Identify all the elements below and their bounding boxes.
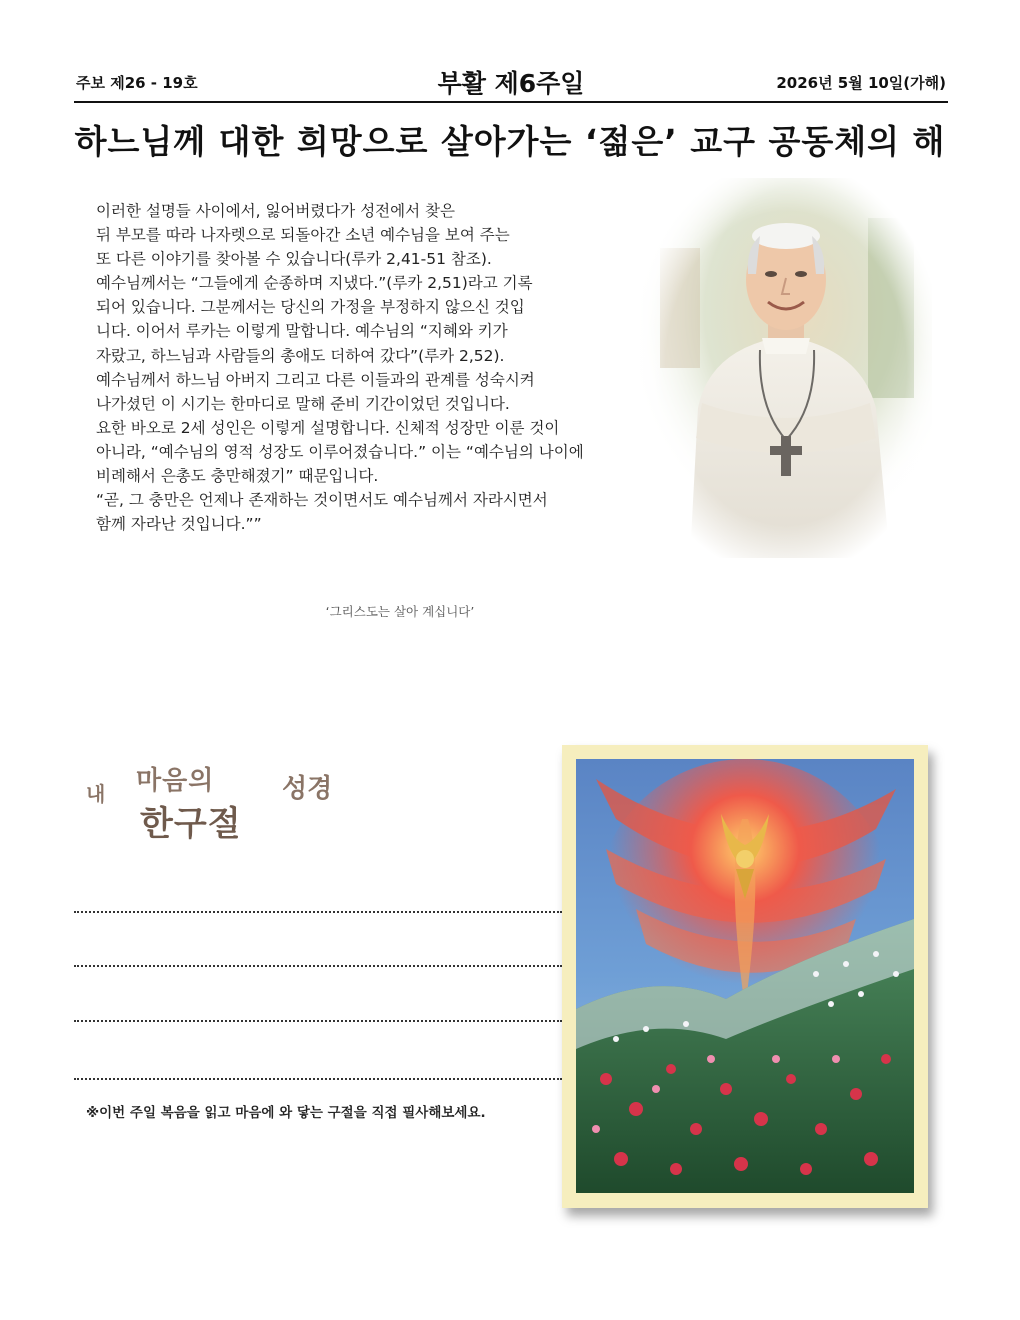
heading-word-heart: 마음의 — [136, 766, 215, 796]
writing-line — [74, 1078, 562, 1080]
article-line: 예수님께서 하느님 아버지 그리고 다른 이들과의 관계를 성숙시켜 — [96, 370, 535, 389]
issue-date: 2026년 5월 10일(가해) — [776, 74, 946, 92]
source-citation: ‘그리스도는 살아 계십니다’ — [325, 604, 475, 619]
bulletin-header — [74, 66, 948, 100]
article-line: “곧, 그 충만은 언제나 존재하는 것이면서도 예수님께서 자라시면서 — [96, 491, 548, 510]
article-line: 또 다른 이야기를 찾아볼 수 있습니다(루카 2,41-51 참조). — [96, 250, 492, 269]
liturgical-week: 부활 제6주일 — [437, 69, 585, 98]
article-line: 뒤 부모를 따라 나자렛으로 되돌아간 소년 예수님을 보여 주는 — [96, 226, 510, 245]
article-line: 예수님께서는 “그들에게 순종하며 지냈다.”(루카 2,51)라고 기록 — [96, 274, 533, 293]
page-title: 하느님께 대한 희망으로 살아가는 ‘젊은’ 교구 공동체의 해 — [74, 122, 946, 161]
article-line: 아니라, “예수님의 영적 성장도 이루어졌습니다.” 이는 “예수님의 나이에 — [96, 442, 584, 461]
article-line: 나가셨던 이 시기는 한마디로 말해 준비 기간이었던 것입니다. — [96, 394, 510, 413]
heading-word-verse: 한구절 — [140, 804, 242, 844]
article-line: 니다. 이어서 루카는 이렇게 말합니다. 예수님의 “지혜와 키가 — [96, 322, 508, 341]
header-rule — [74, 101, 948, 103]
writing-line — [74, 911, 562, 913]
article-line: 자랐고, 하느님과 사람들의 총애도 더하여 갔다”(루카 2,52). — [96, 346, 505, 365]
article-line: 요한 바오로 2세 성인은 이렇게 설명합니다. 신체적 성장만 이룬 것이 — [96, 418, 560, 437]
dove-flower-painting — [576, 759, 914, 1193]
article-line: 비례해서 은총도 충만해졌기” 때문입니다. — [96, 467, 379, 486]
issue-number: 주보 제26 - 19호 — [76, 74, 198, 92]
writing-line — [74, 1020, 562, 1022]
article-line: 되어 있습니다. 그분께서는 당신의 가정을 부정하지 않으신 것입 — [96, 298, 525, 317]
pope-portrait-image — [640, 178, 932, 558]
article-body — [96, 199, 656, 536]
painting-frame — [562, 745, 928, 1208]
article-line: 함께 자라난 것입니다.”” — [96, 515, 262, 534]
instruction-note: ※이번 주일 복음을 읽고 마음에 와 닿는 구절을 직접 필사해보세요. — [86, 1105, 486, 1121]
scripture-heading — [82, 760, 372, 844]
writing-line — [74, 965, 562, 967]
heading-word-my: 내 — [86, 782, 106, 806]
heading-word-bible: 성경 — [282, 774, 333, 804]
article-line: 이러한 설명들 사이에서, 잃어버렸다가 성전에서 찾은 — [96, 202, 455, 220]
